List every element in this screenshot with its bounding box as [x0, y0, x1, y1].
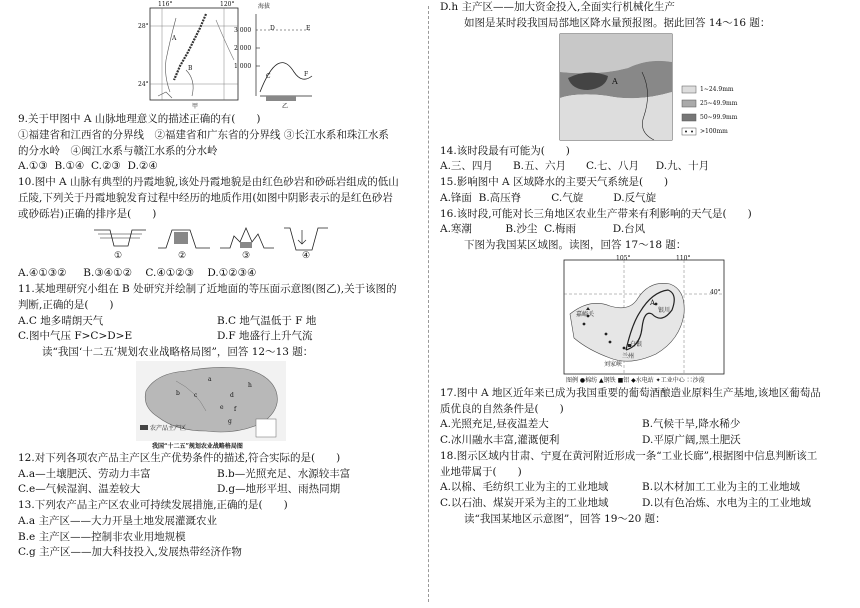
fig1-lon-right: 120°: [220, 1, 235, 8]
q11-option-c: C.图中气压 F>C>D>E: [18, 330, 133, 343]
q10-option-c: C.④①②③: [145, 267, 195, 280]
q11-options-row-1: [18, 314, 416, 330]
danxia-label-2: ②: [178, 251, 187, 262]
fig1-tick-2000: 2 000: [234, 45, 252, 52]
q14-option-b: B.五、六月: [512, 160, 567, 173]
q12-options-row-1: [18, 467, 416, 483]
question-11: [18, 282, 416, 345]
q18-line-2: 业地带属于( ): [440, 465, 522, 478]
region-place-yinchuan: 银川: [658, 306, 671, 314]
q15-options: [440, 191, 844, 207]
q9-option-d: D.②④: [127, 160, 158, 173]
fig1-line-d: D: [270, 25, 275, 32]
q13-option-a: A.a 主产区——大力开垦土地发展灌溉农业: [18, 514, 218, 527]
figure-precipitation-map: [558, 32, 764, 144]
region-lon-1: 105°: [616, 254, 631, 262]
precip-legend-1: 1~24.9mm: [700, 85, 734, 93]
q13-stem: 13.下列农产品主产区农业可持续发展措施,正确的是( ): [18, 499, 288, 511]
fig1-tick-1000: 1 000: [234, 63, 252, 70]
q11-option-d: D.F 地盛行上升气流: [217, 330, 313, 343]
q16-option-b: B.沙尘: [505, 223, 538, 236]
q12-option-c: C.e—气候湿润、温差较大: [18, 483, 141, 496]
q16-option-c: C.梅雨: [544, 223, 577, 236]
q15-stem: 15.影响图中 A 区域降水的主要天气系统是( ): [440, 176, 669, 188]
question-17: [440, 386, 844, 449]
fig1-tick-3000: 3 000: [234, 27, 252, 34]
left-column: [18, 0, 416, 608]
fig1-line-c: C: [266, 73, 271, 80]
intro-17-18: 下图为我国某区域图。读图，回答 17～18 题：: [464, 239, 687, 251]
q17-option-b: B.气候干旱,降水稀少: [642, 418, 741, 431]
q12-option-b: B.b—光照充足、水源较丰富: [217, 467, 351, 480]
q18-option-d: D.以有色冶炼、水电为主的工业地域: [642, 497, 811, 509]
question-15: [440, 175, 844, 207]
danxia-stages-svg: [92, 222, 332, 256]
intro-19-20: 读“我国某地区示意图”，回答 19～20 题：: [464, 512, 666, 525]
question-16: [440, 207, 844, 239]
q15-option-c: C.气旋: [551, 191, 584, 204]
q14-option-c: C.七、八月: [586, 160, 640, 173]
q14-option-a: A.三、四月: [440, 160, 493, 173]
q17-line-1: 17.图中 A 地区近年来已成为我国重要的葡萄酒酿造业原料生产基地,该地区葡萄品: [440, 386, 821, 399]
precip-label-a: A: [612, 76, 618, 86]
region-place-lanzhou: 兰州: [622, 352, 635, 360]
region-map-svg: [560, 254, 728, 386]
agri-label-c: c: [194, 391, 198, 399]
danxia-label-3: ③: [242, 251, 251, 262]
figure-agriculture-map: [136, 361, 286, 451]
region-place-jiayuguan: 嘉峪关: [576, 310, 595, 318]
agri-label-g: g: [228, 417, 232, 425]
question-14: [440, 144, 844, 176]
q16-option-d: D.台风: [612, 223, 646, 236]
q16-option-a: A.寒潮: [440, 223, 472, 236]
q11-option-b: B.C 地气温低于 F 地: [217, 314, 317, 327]
q17-options-row-1: [440, 417, 844, 433]
q9-option-a: A.①③: [18, 160, 48, 173]
q13-option-b: B.e 主产区——控制非农业用地规模: [18, 530, 186, 543]
fig1-line-f: F: [304, 71, 309, 78]
fig1-caption-jia: 甲: [192, 103, 199, 110]
figure-region-map: [560, 254, 728, 386]
region-lat: 40°: [710, 288, 721, 296]
fig1-lon-left: 116°: [158, 1, 173, 8]
q15-option-b: B.高压脊: [478, 191, 522, 204]
agri-label-a: a: [208, 375, 212, 383]
danxia-label-1: ①: [114, 251, 123, 262]
q10-options: [18, 266, 416, 282]
q10-option-b: B.③④①②: [83, 267, 132, 280]
q9-statement-2: 的分水岭 ④闽江水系与赣江水系的分水岭: [18, 144, 218, 157]
question-12: [18, 451, 416, 498]
question-10: [18, 175, 416, 282]
column-divider: [428, 6, 429, 602]
q14-options: [440, 159, 844, 175]
q18-option-a: A.以棉、毛纺织工业为主的工业地域: [440, 481, 609, 494]
q10-option-d: D.①②③④: [207, 267, 257, 280]
region-lon-2: 110°: [676, 254, 691, 262]
agri-label-d: d: [230, 391, 234, 399]
fig1-lat-bottom: 24°: [138, 81, 149, 88]
q18-option-c: C.以石油、煤炭开采为主的工业地域: [440, 497, 609, 509]
agri-label-b: b: [176, 389, 180, 397]
fig1-label-b: B: [188, 65, 193, 72]
q18-line-1: 18.图示区域内甘肃、宁夏在黄河附近形成一条“工业长廊”,根据图中信息判断该工: [440, 449, 818, 462]
intro-14-16: 如图是某时段我国局部地区降水量预报图。据此回答 14～16 题：: [464, 16, 771, 29]
q16-options: [440, 222, 844, 238]
q17-options-row-2: [440, 433, 844, 449]
q14-option-d: D.九、十月: [655, 160, 710, 173]
q18-option-b: B.以木材加工工业为主的工业地域: [642, 481, 801, 494]
q9-option-c: C.②③: [91, 160, 121, 173]
fig1-label-a: A: [172, 35, 177, 42]
q10-line-3: 或砂砾岩)正确的排序是( ): [18, 207, 157, 220]
q12-stem: 12.对下列各项农产品主产区生产优势条件的描述,符合实际的是( ): [18, 451, 341, 464]
danxia-label-4: ④: [302, 251, 311, 262]
q10-line-2: 丘陵,下列关于丹霞地貌发育过程中经历的地质作用(如图中阴影表示的是红色砂岩: [18, 191, 393, 204]
region-legend: 图例 ●棉纺 ▲钢铁 ■铝 ◆水电站 ✦工业中心 ∷沙漠: [566, 376, 705, 384]
q11-options-row-2: [18, 329, 416, 345]
q11-option-a: A.C 地多晴朗天气: [18, 314, 104, 327]
intro-12-13: 读“我国‘十二五’规划农业战略格局图”，回答 12～13 题：: [42, 346, 314, 358]
q17-option-a: A.光照充足,昼夜温差大: [440, 418, 549, 431]
q9-statement-1: ①福建省和江西省的分界线 ②福建省和广东省的分界线 ③长江水系和珠江水系: [18, 128, 389, 141]
q13-option-d: D.h 主产区——加大资金投入,全面实行机械化生产: [440, 1, 675, 13]
fig1-line-e: E: [306, 25, 311, 32]
region-place-a: A: [650, 298, 656, 307]
q9-option-b: B.①④: [54, 160, 85, 173]
question-9: [18, 112, 416, 175]
precip-legend-2: 25~49.9mm: [700, 99, 738, 107]
right-column: [440, 0, 844, 608]
region-place-baiyin: 白银: [630, 340, 643, 348]
region-place-liujiaxia: 刘家峡: [604, 360, 623, 368]
q13-option-c: C.g 主产区——加大科技投入,发展热带经济作物: [18, 546, 242, 559]
q18-options-row-2: [440, 496, 844, 512]
fig1-caption-yi: 乙: [282, 103, 289, 110]
q15-option-d: D.反气旋: [613, 191, 657, 204]
q17-line-2: 质优良的自然条件是( ): [440, 402, 564, 415]
q15-option-a: A.锋面: [440, 191, 472, 204]
precip-legend-3: 50~99.9mm: [700, 113, 738, 121]
fig1-lat-top: 28°: [138, 23, 149, 30]
precip-legend-4: >100mm: [700, 127, 728, 135]
q16-stem: 16.该时段,可能对长三角地区农业生产带来有利影响的天气是( ): [440, 207, 752, 220]
q12-option-a: A.a—土壤肥沃、劳动力丰富: [18, 467, 151, 480]
question-13: [18, 498, 416, 561]
figure-mountain-and-isobar: [136, 0, 316, 112]
agri-label-e: e: [220, 403, 224, 411]
agri-label-h: h: [248, 381, 252, 389]
question-18: [440, 449, 844, 512]
q10-option-a: A.④①③②: [18, 267, 67, 280]
agri-label-f: f: [234, 405, 237, 413]
q18-options-row-1: [440, 480, 844, 496]
fig1-altitude-label: 海拔: [258, 3, 271, 10]
q12-option-d: D.g—地形平坦、雨热同期: [217, 483, 341, 496]
agri-map-caption: 我国“十二五”规划农业战略格局图: [152, 442, 243, 450]
q17-option-c: C.冰川融水丰富,灌溉便利: [440, 434, 560, 446]
figure-mountain-svg: [136, 0, 316, 112]
q14-stem: 14.该时段最有可能为( ): [440, 144, 570, 157]
agri-legend-title: 农产品主产区: [150, 424, 187, 432]
q11-line-2: 判断,正确的是( ): [18, 298, 114, 311]
q11-line-1: 11.某地理研究小组在 B 处研究并绘制了近地面的等压面示意图(图乙),关于该图的: [18, 283, 397, 295]
q9-stem: 9.关于甲图中 A 山脉地理意义的描述正确的有( ): [18, 113, 261, 125]
q17-option-d: D.平原广阔,黑土肥沃: [642, 434, 741, 446]
q12-options-row-2: [18, 482, 416, 498]
figure-danxia-stages: [92, 222, 332, 266]
q9-options: [18, 159, 416, 175]
q10-line-1: 10.图中 A 山脉有典型的丹霞地貌,该处丹霞地貌是由红色砂岩和砂砾岩组成的低山: [18, 176, 399, 188]
